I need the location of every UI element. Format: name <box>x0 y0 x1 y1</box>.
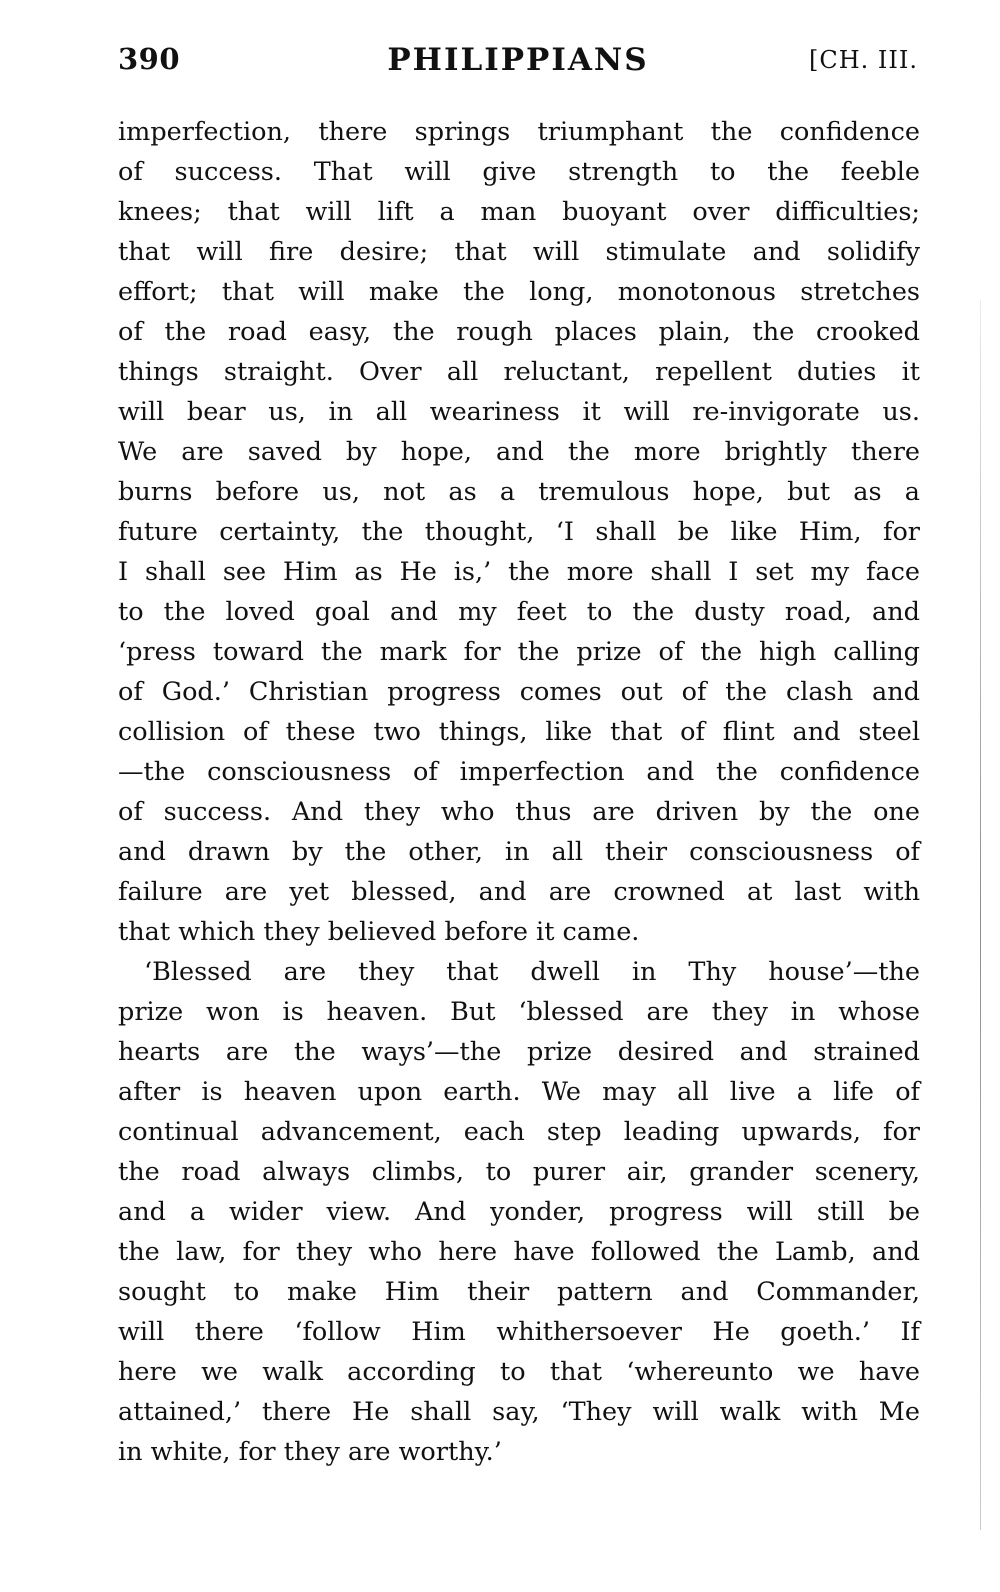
text-line: will bear us, in all weariness it will re-invigorate us. <box>118 397 920 427</box>
text-line: imperfection, there springs triumphant the confidence <box>118 117 920 147</box>
text-line: —the consciousness of imperfection and the confidence <box>118 757 920 787</box>
gutter-scan-line <box>980 300 981 1530</box>
text-line: attained,’ there He shall say, ‘They will walk with Me <box>118 1397 920 1427</box>
text-line: after is heaven upon earth. We may all live a life of <box>118 1077 920 1107</box>
text-line: failure are yet blessed, and are crowned at last with <box>118 877 920 907</box>
text-line: ‘press toward the mark for the prize of the high calling <box>118 637 920 667</box>
running-head <box>118 42 918 92</box>
text-line: knees; that will lift a man buoyant over difficulties; <box>118 197 920 227</box>
text-line: future certainty, the thought, ‘I shall be like Him, for <box>118 517 920 547</box>
page-number: 390 <box>118 42 181 76</box>
running-title: PHILIPPIANS <box>387 42 649 78</box>
text-line: of success. And they who thus are driven by the one <box>118 797 920 827</box>
text-line: We are saved by hope, and the more brightly there <box>118 437 920 467</box>
paragraph-1 <box>118 112 920 952</box>
text-line: that will fire desire; that will stimulate and solidify <box>118 237 920 267</box>
text-line: that which they believed before it came. <box>118 917 640 947</box>
text-line: things straight. Over all reluctant, repellent duties it <box>118 357 920 387</box>
text-line: prize won is heaven. But ‘blessed are they in whose <box>118 997 920 1027</box>
text-line: ‘Blessed are they that dwell in Thy house’—the <box>144 957 920 987</box>
text-line: hearts are the ways’—the prize desired and strained <box>118 1037 920 1067</box>
text-line: and drawn by the other, in all their consciousness of <box>118 837 920 867</box>
text-line: of God.’ Christian progress comes out of the clash and <box>118 677 920 707</box>
text-line: of the road easy, the rough places plain, the crooked <box>118 317 920 347</box>
text-line: and a wider view. And yonder, progress will still be <box>118 1197 920 1227</box>
body-text <box>118 112 920 1472</box>
chapter-reference: [CH. III. <box>809 46 918 74</box>
text-line: effort; that will make the long, monotonous stretches <box>118 277 920 307</box>
text-line: sought to make Him their pattern and Commander, <box>118 1277 920 1307</box>
text-line: in white, for they are worthy.’ <box>118 1437 502 1467</box>
text-line: to the loved goal and my feet to the dusty road, and <box>118 597 920 627</box>
text-line: the law, for they who here have followed the Lamb, and <box>118 1237 920 1267</box>
text-line: of success. That will give strength to the feeble <box>118 157 920 187</box>
paragraph-2 <box>118 952 920 1472</box>
text-line: burns before us, not as a tremulous hope, but as a <box>118 477 920 507</box>
text-line: collision of these two things, like that of flint and steel <box>118 717 920 747</box>
text-line: will there ‘follow Him whithersoever He goeth.’ If <box>118 1317 920 1347</box>
text-line: here we walk according to that ‘whereunto we have <box>118 1357 920 1387</box>
text-line: the road always climbs, to purer air, grander scenery, <box>118 1157 920 1187</box>
text-line: I shall see Him as He is,’ the more shall I set my face <box>118 557 920 587</box>
text-line: continual advancement, each step leading upwards, for <box>118 1117 920 1147</box>
